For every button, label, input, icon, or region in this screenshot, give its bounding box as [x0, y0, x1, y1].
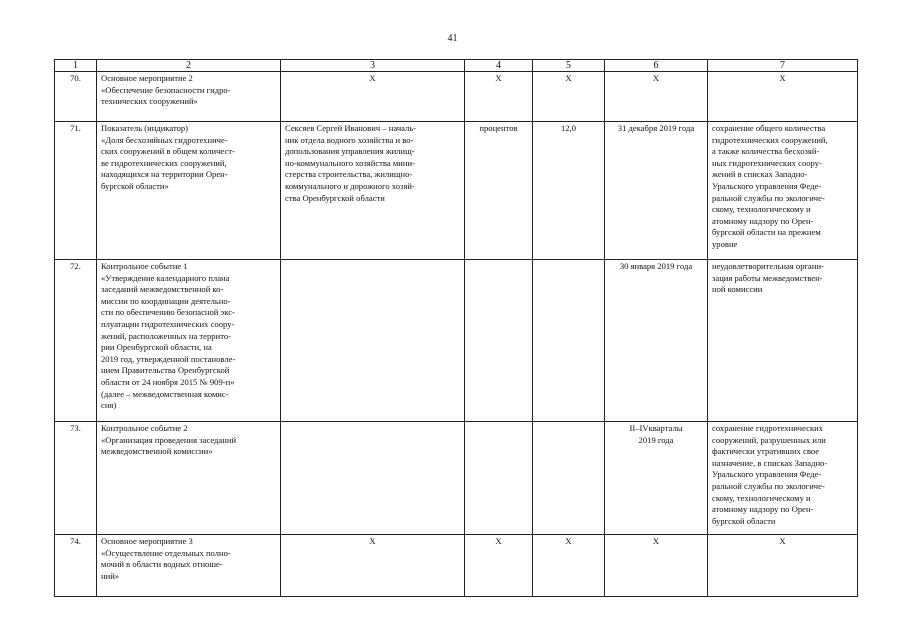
- measure-name: Основное мероприятие 3 «Осуществление отдельных полно- мочий в области водных отноше- ний»: [97, 535, 281, 597]
- responsible-cell: [281, 422, 465, 535]
- value-cell: [533, 422, 605, 535]
- table-row: [55, 260, 858, 422]
- row-number: 74.: [55, 535, 97, 597]
- responsible-cell: Сексяев Сергей Иванович – началь- ник отдела водного хозяйства и во- допользования управления жилищ- но-коммунального хозяйства мини- стерства строительства, жилищно- коммунального и дорожного хозяй- ства Оренбургской области: [281, 122, 465, 260]
- result-cell: неудовлетворительная органи- зация работы межведомствен- ной комиссии: [708, 260, 858, 422]
- value-cell: Х: [533, 535, 605, 597]
- measure-name: Основное мероприятие 2 «Обеспечение безопасности гидро- технических сооружений»: [97, 72, 281, 122]
- date-cell: II–IVкварталы 2019 года: [605, 422, 708, 535]
- column-header: 5: [533, 60, 605, 72]
- row-number: 70.: [55, 72, 97, 122]
- column-header: 3: [281, 60, 465, 72]
- page-number: 41: [447, 33, 458, 44]
- column-header: 7: [708, 60, 858, 72]
- table-row: [55, 72, 858, 122]
- unit-cell: Х: [465, 535, 533, 597]
- date-cell: Х: [605, 72, 708, 122]
- row-number: 71.: [55, 122, 97, 260]
- unit-cell: процентов: [465, 122, 533, 260]
- responsible-cell: Х: [281, 535, 465, 597]
- result-cell: сохранение гидротехнических сооружений, разрушенных или фактически утративших свое назначение, в списках Западно- Уральского управления Феде- ральной службы по экологиче- скому, технологическому и атомному надзору по Орен- бургской области: [708, 422, 858, 535]
- responsible-cell: Х: [281, 72, 465, 122]
- result-cell: сохранение общего количества гидротехнических сооружений, а также количества бесхозяй- ных гидротехнических соору- жений в списках Западно- Уральского управления Федe- ральной службы по экологиче- скому, технологическому и атомному надзору по Орен- бургской области на прежнем уровне: [708, 122, 858, 260]
- responsible-cell: [281, 260, 465, 422]
- column-header: 1: [55, 60, 97, 72]
- plan-table: [54, 59, 858, 597]
- date-cell: 31 декабря 2019 года: [605, 122, 708, 260]
- value-cell: 12,0: [533, 122, 605, 260]
- column-number-row: [55, 60, 858, 72]
- row-number: 73.: [55, 422, 97, 535]
- measure-name: Контрольное событие 2 «Организация проведения заседаний межведомственной комиссии»: [97, 422, 281, 535]
- measure-name: Контрольное событие 1 «Утверждение календарного плана заседаний межведомственной ко- миссии по координации деятельно- сти по обеспечению безопасной экс- плуатации гидротехнических соору- жений, расположенных на террито- рии Оренбургской области, на 2019 год, утвержденной постановле- нием Правительства Оренбургской области от 24 ноября 2015 № 909-п» (далее – межведомственная комис- сия): [97, 260, 281, 422]
- value-cell: Х: [533, 72, 605, 122]
- unit-cell: [465, 260, 533, 422]
- column-header: 2: [97, 60, 281, 72]
- result-cell: Х: [708, 72, 858, 122]
- unit-cell: Х: [465, 72, 533, 122]
- column-header: 6: [605, 60, 708, 72]
- date-cell: 30 января 2019 года: [605, 260, 708, 422]
- row-number: 72.: [55, 260, 97, 422]
- column-header: 4: [465, 60, 533, 72]
- date-cell: Х: [605, 535, 708, 597]
- unit-cell: [465, 422, 533, 535]
- table-row: [55, 422, 858, 535]
- table-row: [55, 122, 858, 260]
- result-cell: Х: [708, 535, 858, 597]
- table-row: [55, 535, 858, 597]
- measure-name: Показатель (индикатор) «Доля бесхозяйных гидротехниче- ских сооружений в общем количест- ве гидротехнических сооружений, находящихся на территории Орен- бургской области»: [97, 122, 281, 260]
- value-cell: [533, 260, 605, 422]
